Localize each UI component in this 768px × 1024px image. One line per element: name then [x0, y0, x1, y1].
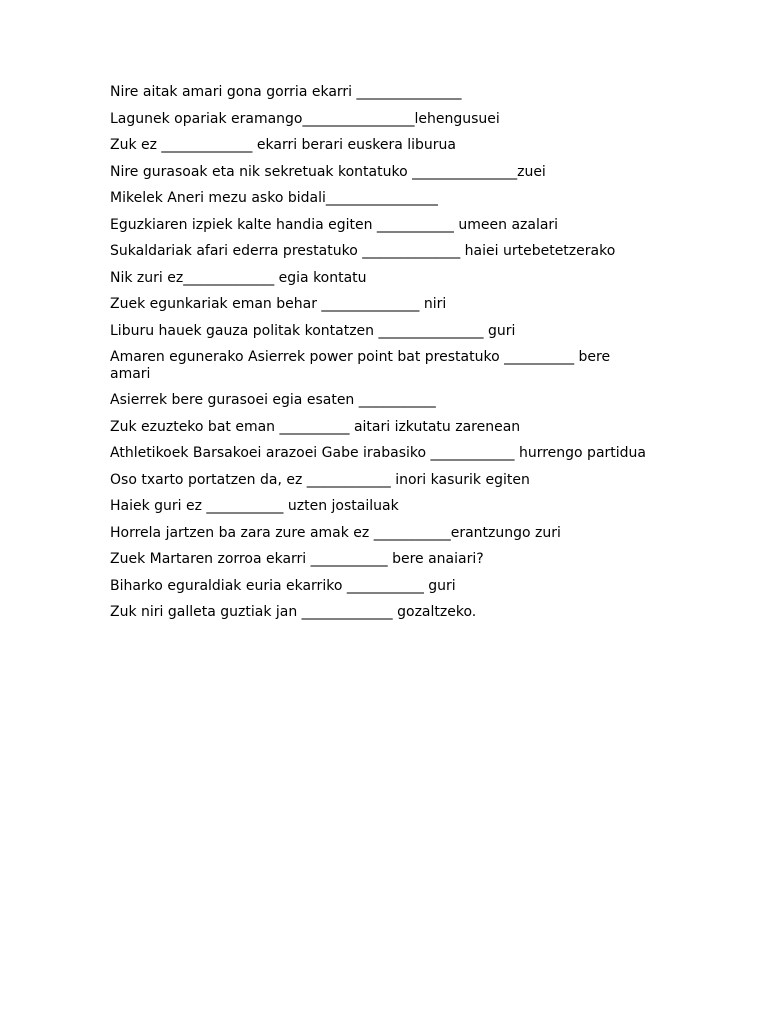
- exercise-line-7: Sukaldariak afari ederra prestatuko ______________ haiei urtebetetzerako: [110, 243, 616, 259]
- exercise-line-16: Haiek guri ez ___________ uzten jostailuak: [110, 498, 399, 514]
- exercise-line-1: Nire aitak amari gona gorria ekarri _______________: [110, 84, 462, 100]
- exercise-line-8: Nik zuri ez_____________ egia kontatu: [110, 269, 367, 286]
- exercise-line-11: Amaren egunerako Asierrek power point bat prestatuko __________ bere amari: [110, 349, 615, 382]
- exercise-line-12: Asierrek bere gurasoei egia esaten ___________: [110, 392, 436, 408]
- exercise-line-6: Eguzkiaren izpiek kalte handia egiten ___________ umeen azalari: [110, 216, 559, 233]
- exercise-line-18: Zuek Martaren zorroa ekarri ___________ bere anaiari?: [110, 551, 484, 567]
- exercise-line-13: Zuk ezuzteko bat eman __________ aitari izkutatu zarenean: [110, 418, 521, 435]
- exercise-line-10: Liburu hauek gauza politak kontatzen _______________ guri: [110, 322, 516, 339]
- exercise-line-4: Nire gurasoak eta nik sekretuak kontatuko _______________zuei: [110, 163, 546, 180]
- exercise-line-14: Athletikoek Barsakoei arazoei Gabe irabasiko ____________ hurrengo partidua: [110, 445, 646, 461]
- exercise-line-19: Biharko eguraldiak euria ekarriko ___________ guri: [110, 577, 456, 594]
- exercise-line-3: Zuk ez _____________ ekarri berari euskera liburua: [110, 137, 457, 153]
- exercise-line-17: Horrela jartzen ba zara zure amak ez ___________erantzungo zuri: [110, 524, 561, 541]
- exercise-line-2: Lagunek opariak eramango________________lehengusuei: [110, 110, 500, 127]
- exercise-line-9: Zuek egunkariak eman behar ______________ niri: [110, 296, 447, 312]
- exercise-line-5: Mikelek Aneri mezu asko bidali________________: [110, 190, 438, 206]
- fill-in-the-blank-list: [110, 84, 650, 631]
- exercise-line-20: Zuk niri galleta guztiak jan _____________ gozaltzeko.: [110, 604, 477, 620]
- exercise-line-15: Oso txarto portatzen da, ez ____________ inori kasurik egiten: [110, 471, 530, 488]
